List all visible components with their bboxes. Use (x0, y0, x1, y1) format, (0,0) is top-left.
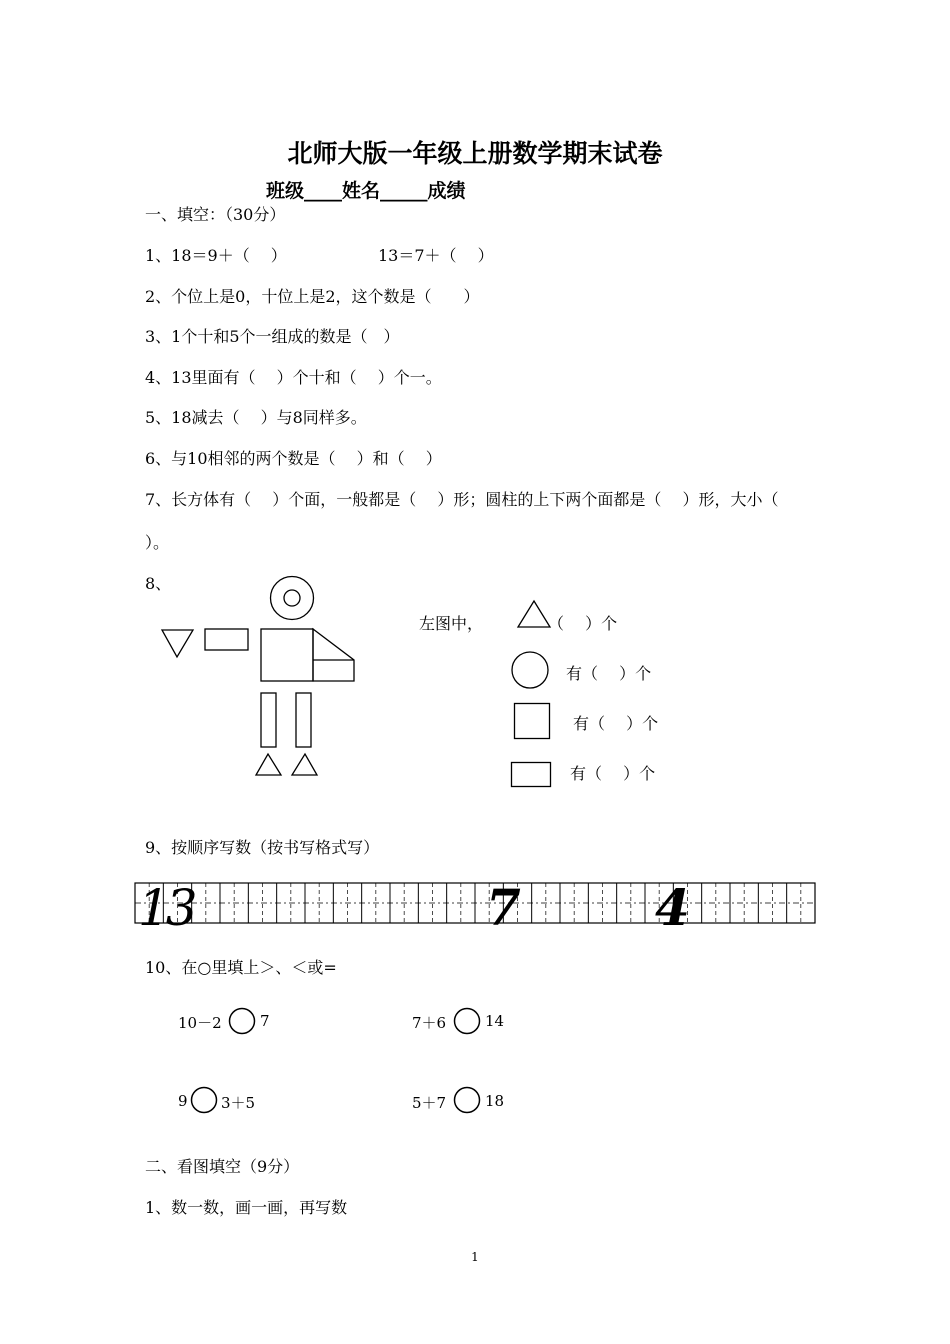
head-circle-outer (271, 577, 314, 620)
right-leg (296, 693, 311, 747)
page-title: 北师大版一年级上册数学期末试卷 (287, 139, 663, 168)
compare-4-left: 5＋7 (412, 1094, 447, 1112)
section-2-heading: 二、看图填空（9分） (145, 1157, 300, 1176)
compare-3-left: 9 (178, 1092, 188, 1110)
question-1b: 13＝7＋（ ） (378, 246, 494, 265)
question-4: 4、13里面有（ ）个十和（ ）个一。 (145, 368, 442, 387)
compare-2-right: 14 (485, 1012, 505, 1030)
right-foot-triangle (292, 754, 317, 775)
question-2: 2、个位上是0，十位上是2，这个数是（ ） (145, 287, 480, 306)
left-foot-triangle (256, 754, 281, 775)
section-1-heading: 一、填空：（30分） (145, 205, 286, 224)
compare-2-left: 7＋6 (412, 1014, 447, 1032)
question-1a: 1、18＝9＋（ ） (145, 246, 287, 265)
compare-4-circle[interactable] (453, 1086, 483, 1116)
grid-number-13: 13 (138, 879, 194, 937)
rectangle-icon (510, 761, 554, 791)
compare-1-left: 10－2 (178, 1014, 222, 1032)
count-square: 有（ ）个 (573, 714, 659, 733)
question-6: 6、与10相邻的两个数是（ ）和（ ） (145, 449, 442, 468)
grid-number-4: 4 (655, 878, 690, 937)
body-square (261, 629, 313, 681)
square-icon (513, 702, 553, 742)
compare-3-right: 3＋5 (221, 1094, 256, 1112)
compare-1-circle[interactable] (228, 1007, 258, 1037)
question-3: 3、1个十和5个一组成的数是（ ） (145, 327, 400, 346)
question-8-intro: 左图中， (419, 614, 484, 633)
page-number: 1 (471, 1250, 479, 1264)
count-triangle: （ ）个 (548, 614, 618, 633)
student-info-line: 班级____姓名_____成绩 (266, 180, 466, 202)
question-8-label: 8、 (145, 574, 172, 593)
compare-2-circle[interactable] (453, 1007, 483, 1037)
left-leg (261, 693, 276, 747)
head-circle-inner (284, 590, 300, 606)
count-circle: 有（ ）个 (566, 664, 652, 683)
compare-4-right: 18 (485, 1092, 505, 1110)
arm-rectangle (205, 629, 248, 650)
body-trapezoid (313, 629, 354, 681)
compare-1-right: 7 (260, 1012, 270, 1030)
question-9-label: 9、按顺序写数（按书写格式写） (145, 838, 380, 857)
grid-number-7: 7 (486, 878, 521, 937)
count-rectangle: 有（ ）个 (570, 764, 656, 783)
question-10-label: 10、在○里填上＞、＜或= (145, 958, 337, 977)
circle-icon (510, 650, 550, 690)
question-7-line-1: 7、长方体有（ ）个面，一般都是（ ）形；圆柱的上下两个面都是（ ）形，大小（ (145, 490, 779, 509)
question-5: 5、18减去（ ）与8同样多。 (145, 408, 367, 427)
section-2-question-1: 1、数一数，画一画，再写数 (145, 1198, 348, 1217)
left-triangle (162, 630, 193, 657)
question-7-line-2: ）。 (145, 533, 170, 552)
compare-3-circle[interactable] (190, 1086, 220, 1116)
